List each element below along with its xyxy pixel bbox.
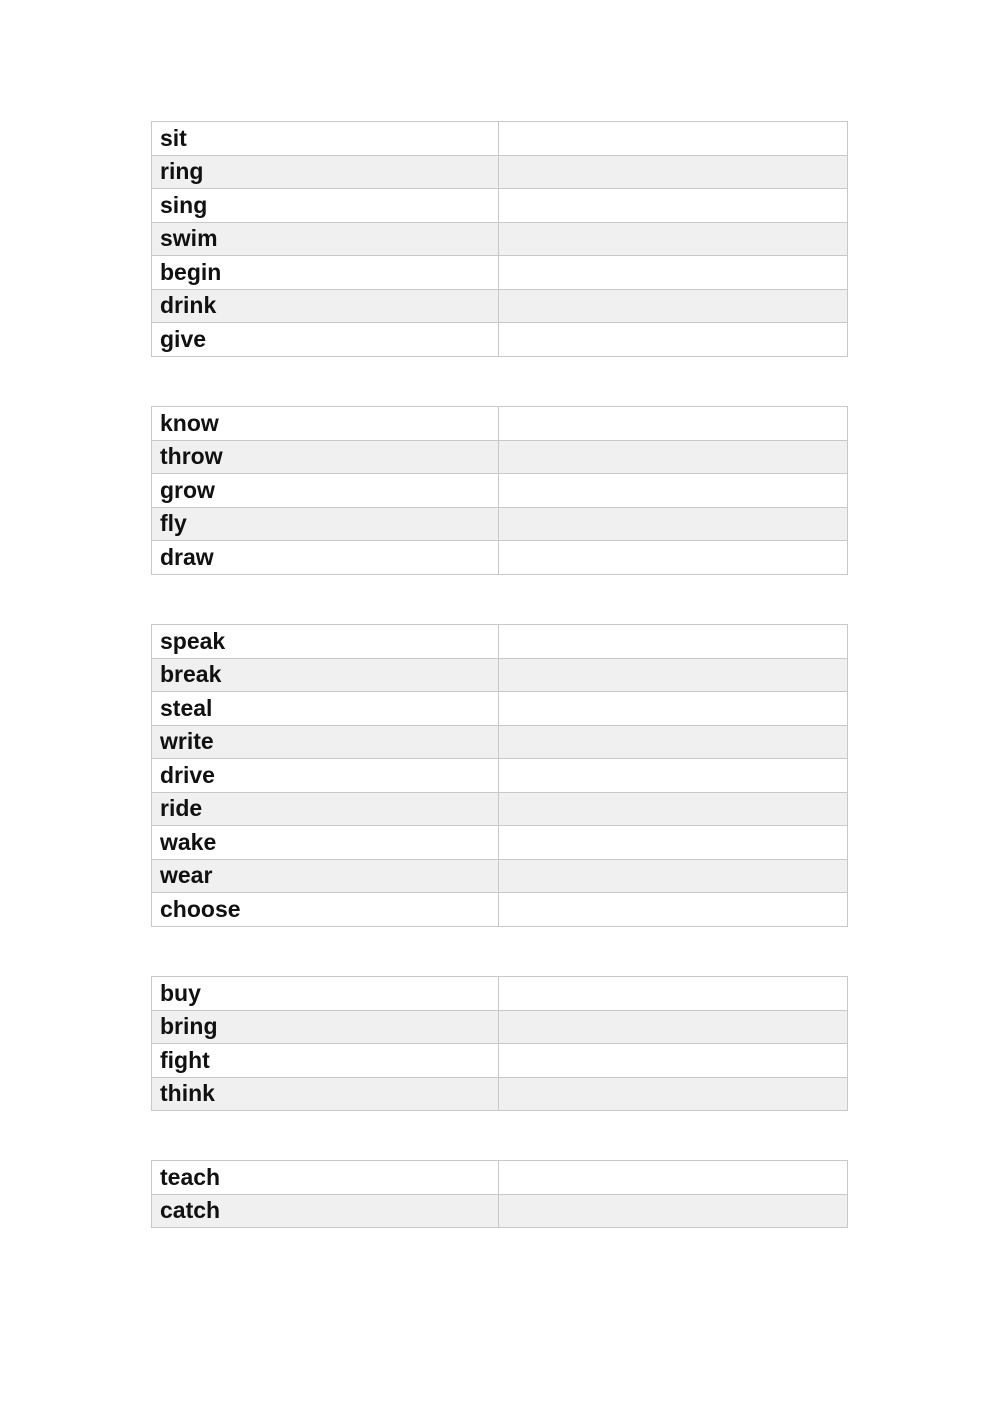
verb-cell: fly xyxy=(152,507,499,541)
verb-cell: throw xyxy=(152,440,499,474)
answer-cell[interactable] xyxy=(499,256,848,290)
verb-cell: wake xyxy=(152,826,499,860)
answer-cell[interactable] xyxy=(499,725,848,759)
table-row xyxy=(152,256,848,290)
verb-cell: swim xyxy=(152,222,499,256)
verb-table-5 xyxy=(151,1160,848,1228)
answer-cell[interactable] xyxy=(499,440,848,474)
verb-table-1 xyxy=(151,121,848,357)
verb-cell: ring xyxy=(152,155,499,189)
table-row xyxy=(152,1077,848,1111)
verb-cell: catch xyxy=(152,1194,499,1228)
table-row xyxy=(152,323,848,357)
table-row xyxy=(152,625,848,659)
table-row xyxy=(152,725,848,759)
table-row xyxy=(152,893,848,927)
verb-cell: drive xyxy=(152,759,499,793)
answer-cell[interactable] xyxy=(499,692,848,726)
verb-cell: know xyxy=(152,407,499,441)
table-row xyxy=(152,474,848,508)
answer-cell[interactable] xyxy=(499,1010,848,1044)
answer-cell[interactable] xyxy=(499,474,848,508)
verb-table-2 xyxy=(151,406,848,575)
answer-cell[interactable] xyxy=(499,541,848,575)
verb-cell: break xyxy=(152,658,499,692)
verb-cell: drink xyxy=(152,289,499,323)
table-row xyxy=(152,759,848,793)
table-row xyxy=(152,977,848,1011)
answer-cell[interactable] xyxy=(499,1077,848,1111)
table-row xyxy=(152,541,848,575)
answer-cell[interactable] xyxy=(499,859,848,893)
verb-cell: think xyxy=(152,1077,499,1111)
verb-cell: choose xyxy=(152,893,499,927)
table-row xyxy=(152,222,848,256)
verb-cell: draw xyxy=(152,541,499,575)
table-row xyxy=(152,1161,848,1195)
answer-cell[interactable] xyxy=(499,1161,848,1195)
table-row xyxy=(152,440,848,474)
answer-cell[interactable] xyxy=(499,977,848,1011)
answer-cell[interactable] xyxy=(499,122,848,156)
verb-cell: bring xyxy=(152,1010,499,1044)
verb-cell: teach xyxy=(152,1161,499,1195)
verb-cell: give xyxy=(152,323,499,357)
answer-cell[interactable] xyxy=(499,658,848,692)
table-row xyxy=(152,792,848,826)
verb-cell: write xyxy=(152,725,499,759)
answer-cell[interactable] xyxy=(499,792,848,826)
verb-cell: sit xyxy=(152,122,499,156)
answer-cell[interactable] xyxy=(499,323,848,357)
answer-cell[interactable] xyxy=(499,289,848,323)
answer-cell[interactable] xyxy=(499,155,848,189)
table-row xyxy=(152,289,848,323)
verb-cell: sing xyxy=(152,189,499,223)
table-row xyxy=(152,507,848,541)
table-row xyxy=(152,692,848,726)
answer-cell[interactable] xyxy=(499,507,848,541)
answer-cell[interactable] xyxy=(499,222,848,256)
verb-table-3 xyxy=(151,624,848,927)
table-row xyxy=(152,1044,848,1078)
answer-cell[interactable] xyxy=(499,1044,848,1078)
table-row xyxy=(152,826,848,860)
verb-cell: begin xyxy=(152,256,499,290)
verb-cell: speak xyxy=(152,625,499,659)
table-row xyxy=(152,407,848,441)
verb-cell: grow xyxy=(152,474,499,508)
table-row xyxy=(152,122,848,156)
table-row xyxy=(152,155,848,189)
table-row xyxy=(152,189,848,223)
answer-cell[interactable] xyxy=(499,759,848,793)
answer-cell[interactable] xyxy=(499,893,848,927)
table-row xyxy=(152,1194,848,1228)
verb-cell: steal xyxy=(152,692,499,726)
verb-cell: buy xyxy=(152,977,499,1011)
answer-cell[interactable] xyxy=(499,625,848,659)
table-row xyxy=(152,1010,848,1044)
table-row xyxy=(152,859,848,893)
verb-cell: fight xyxy=(152,1044,499,1078)
answer-cell[interactable] xyxy=(499,407,848,441)
verb-table-4 xyxy=(151,976,848,1111)
answer-cell[interactable] xyxy=(499,189,848,223)
verb-cell: ride xyxy=(152,792,499,826)
verb-cell: wear xyxy=(152,859,499,893)
answer-cell[interactable] xyxy=(499,826,848,860)
answer-cell[interactable] xyxy=(499,1194,848,1228)
table-row xyxy=(152,658,848,692)
